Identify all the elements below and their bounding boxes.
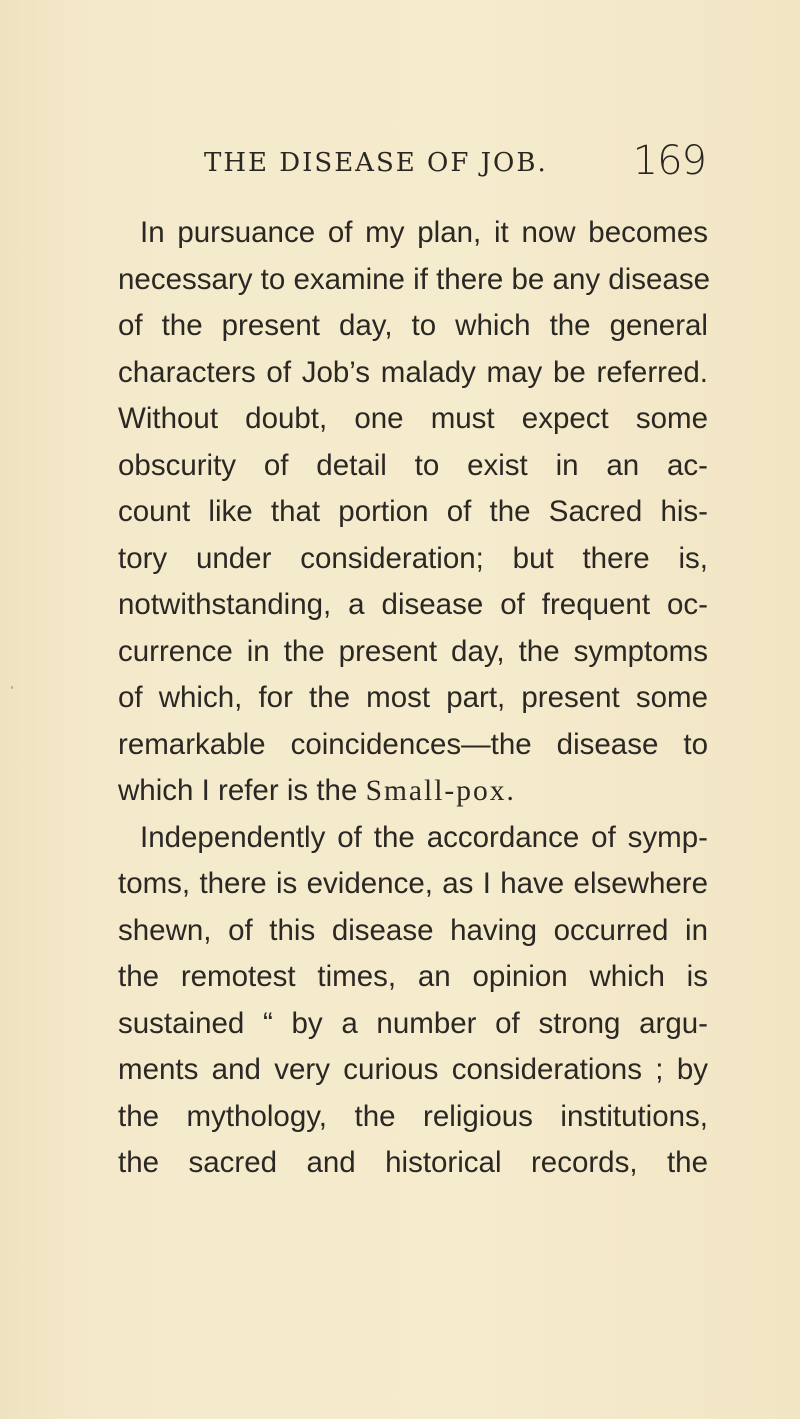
text-line: count like that portion of the Sacred his-	[118, 495, 708, 528]
paragraph-2	[118, 815, 708, 1187]
text-line: Independently of the accordance of symp-	[140, 820, 708, 854]
text-line: Without doubt, one must expect some	[118, 402, 708, 435]
text-line: remarkable coincidences—the disease to	[118, 727, 708, 761]
text-line: necessary to examine if there be any disease	[118, 262, 710, 296]
text-line: characters of Job’s malady may be referred.	[118, 355, 708, 389]
text-line: the sacred and historical records, the	[118, 1146, 708, 1179]
text-line: obscurity of detail to exist in an ac-	[118, 448, 708, 482]
text-line: sustained “ by a number of strong argu-	[118, 1006, 708, 1040]
text-line: notwithstanding, a disease of frequent oc-	[118, 588, 708, 621]
text-line: shewn, of this disease having occurred in	[118, 913, 708, 947]
text-line: tory under consideration; but there is,	[118, 541, 708, 575]
text-fragment: which I refer is the	[118, 774, 366, 807]
text-line: of which, for the most part, present some	[118, 681, 708, 714]
text-line: currence in the present day, the symptoms	[118, 634, 708, 668]
page-header	[196, 138, 716, 190]
text-line: ments and very curious considerations ; by	[118, 1053, 708, 1086]
running-head: THE DISEASE OF JOB.	[204, 148, 548, 178]
text-line	[118, 768, 708, 815]
text-line: toms, there is evidence, as I have elsewhere	[118, 867, 708, 900]
text-line: the remotest times, an opinion which is	[118, 960, 708, 993]
page-number: 169	[632, 138, 706, 184]
text-line: In pursuance of my plan, it now becomes	[140, 216, 708, 249]
paragraph-1	[118, 210, 708, 815]
text-line: of the present day, to which the general	[118, 309, 708, 342]
small-caps-term: Small-pox.	[365, 775, 516, 807]
text-line: the mythology, the religious institutions,	[118, 1099, 708, 1133]
body-text	[118, 210, 708, 1187]
paper-speck	[11, 686, 13, 689]
